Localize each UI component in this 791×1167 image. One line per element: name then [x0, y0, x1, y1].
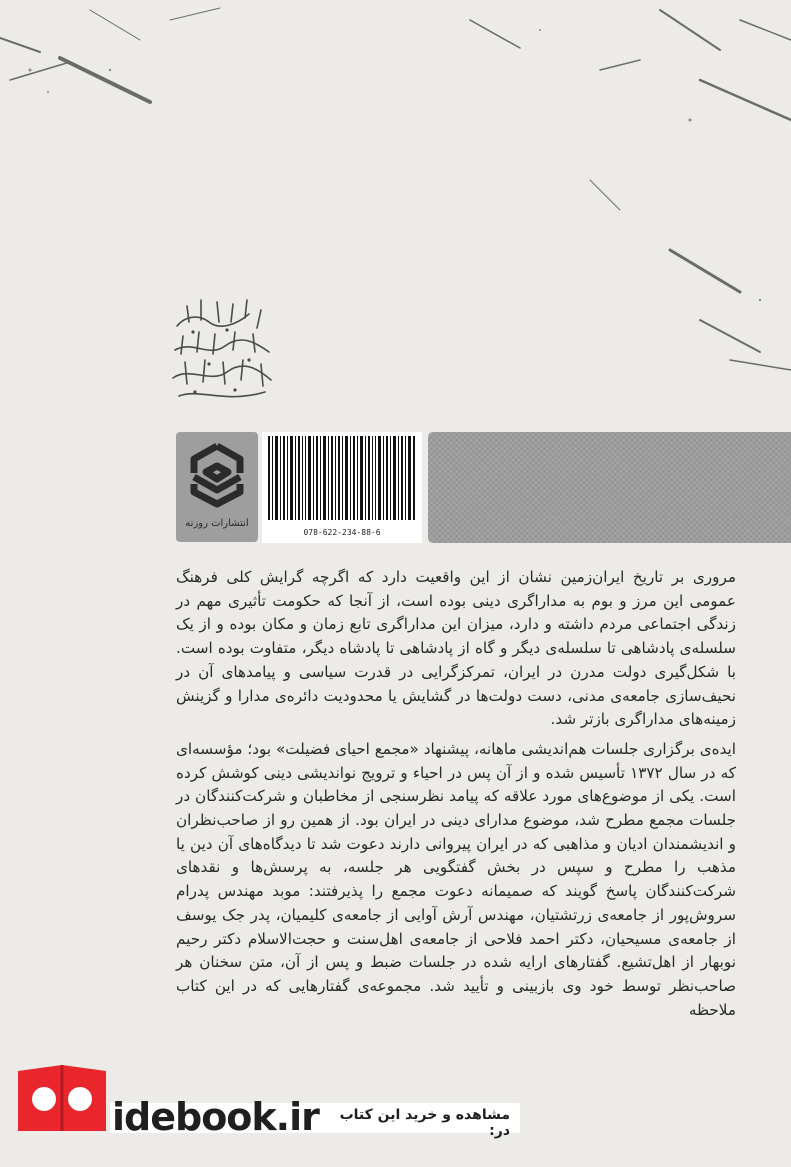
- book-icon: [14, 1061, 110, 1135]
- publisher-logo-box: [176, 432, 258, 542]
- watermark-tagline: مشاهده و خرید این کتاب در:: [339, 1107, 510, 1139]
- isbn-number: 078-622-234-88-6: [303, 528, 381, 537]
- barcode: [262, 432, 422, 543]
- institute-seal: [165, 292, 277, 410]
- watermark-logo: idebook.ir: [112, 1095, 319, 1139]
- paragraph-1: مروری بر تاریخ ایران‌زمین نشان از این واقعیت دارد که اگرچه گرایش کلی فرهنگ عمومی این مرز و بوم به مداراگری دینی بوده است، از آنجا که حکومت تأثیری مهم در زندگی اجتماعی مردم داشته و دارد، میزان این مداراگری تابع زمان و مکان بوده و از یک سلسله‌ی پادشاهی تا سلسله‌ی دیگر و گاه از پادشاهی تا پادشاه دیگر، متفاوت بوده است. با شکل‌گیری دولت مدرن در ایران، تمرکزگرایی در قدرت سیاسی و پیامدهای آن در نحیف‌سازی جامعه‌ی مدنی، دست دولت‌ها در گشایش یا محدودیت دائره‌ی مدارا و گزینش زمینه‌های مداراگری بازتر شد.: [176, 568, 736, 729]
- back-cover-text: [176, 566, 736, 1028]
- barcode-bars-icon: [262, 432, 422, 524]
- site-watermark[interactable]: [0, 1055, 520, 1139]
- publisher-name: انتشارات روزنه: [185, 518, 249, 529]
- rozaneh-logo-icon: [176, 432, 258, 516]
- paragraph-2: ایده‌ی برگزاری جلسات هم‌اندیشی ماهانه، پیشنهاد «مجمع احیای فضیلت» بود؛ مؤسسه‌ای که در سال ۱۳۷۲ تأسیس شده و از آن پس در احیاء و ترویج نواندیشی دینی کوشش کرده است. یکی از موضوع‌های مورد علاقه که پیامد نظرسنجی از مخاطبان و شرکت‌کنندگان در جلسات مجمع مطرح شد، موضوع مدارای دینی در ایران بود. از همین رو از صاحب‌نظران و اندیشمندان ادیان و مذاهبی که در ایران پیروانی دارند دعوت شد تا دیدگاه‌های آن دین یا مذهب را مطرح و سپس در بخش گفتگویی هر جلسه، به پرسش‌ها و نقدهای شرکت‌کنندگان پاسخ گویند که صمیمانه دعوت مجمع را پذیرفتند: موبد مهندس پدرام سروش‌پور از جامعه‌ی زرتشتیان، مهندس آرش آوایی از جامعه‌ی کلیمیان، پدر جک یوسف از جامعه‌ی مسیحیان، دکتر احمد فلاحی از جامعه‌ی اهل‌سنت و حجت‌الاسلام دکتر رحیم نوبهار از اهل‌تشیع. گفتارهای ارایه شده در جلسات ضبط و پس از آن، متن سخنان هر صاحب‌نظر توسط خود وی بازبینی و تأیید شد. مجموعه‌ی گفتارهایی که در این کتاب ملاحظه: [176, 739, 736, 1019]
- decorative-band: [428, 432, 791, 543]
- seal-lettering: [165, 292, 277, 330]
